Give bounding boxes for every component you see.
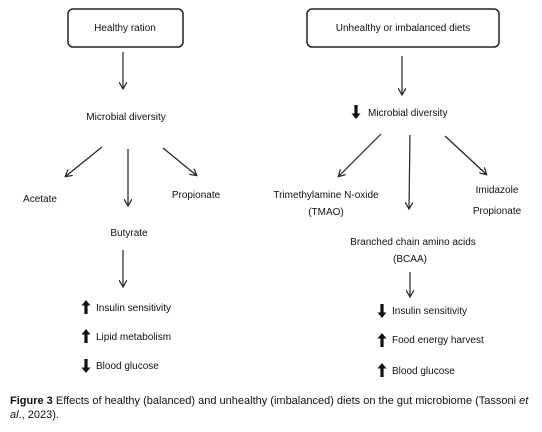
- unhealthy-diets-label: Unhealthy or imbalanced diets: [335, 23, 471, 34]
- left-microbial-diversity-label: Microbial diversity: [86, 112, 166, 123]
- bcaa-label-line1: Branched chain amino acids: [350, 237, 476, 248]
- bold-up-arrow-icon: [378, 363, 387, 377]
- right-outcome-food-energy-harvest: [378, 333, 484, 347]
- arrow-icon: [163, 148, 196, 175]
- imidazole-label-line2: Propionate: [472, 206, 522, 217]
- left-branch: [23, 9, 221, 373]
- arrow-icon: [409, 135, 410, 208]
- right-outcome-label: Insulin sensitivity: [392, 306, 468, 317]
- right-microbial-diversity-label: Microbial diversity: [368, 108, 448, 119]
- right-branch: [273, 9, 521, 377]
- bold-up-arrow-icon: [82, 329, 91, 343]
- right-outcomes: [378, 304, 484, 377]
- imidazole-label-line1: Imidazole: [475, 185, 519, 196]
- propionate-label: Propionate: [171, 190, 221, 201]
- right-outcome-insulin-sensitivity: [378, 304, 468, 318]
- right-microbial-diversity: [352, 105, 448, 119]
- right-outcome-label: Blood glucose: [392, 366, 455, 377]
- tmao-label-line2: (TMAO): [308, 207, 344, 218]
- caption-text: Effects of healthy (balanced) and unhealthy (imbalanced) diets on the gut microbiome (Tassoni: [52, 395, 520, 407]
- arrow-icon: [445, 136, 486, 174]
- bcaa-label-line2: (BCAA): [393, 254, 427, 265]
- figure-number: Figure 3: [10, 395, 53, 407]
- caption-text-end: ., 2023).: [18, 409, 59, 421]
- tmao-label-line1: Trimethylamine N-oxide: [273, 190, 379, 201]
- bold-down-arrow-icon: [352, 105, 361, 119]
- arrow-icon: [339, 134, 381, 176]
- left-outcome-lipid-metabolism: [82, 329, 172, 343]
- bold-down-arrow-icon: [378, 304, 387, 318]
- left-outcome-label: Insulin sensitivity: [96, 303, 172, 314]
- bold-down-arrow-icon: [82, 359, 91, 373]
- bold-up-arrow-icon: [378, 333, 387, 347]
- butyrate-label: Butyrate: [110, 228, 148, 239]
- left-outcomes: [82, 300, 172, 373]
- arrow-icon: [66, 147, 102, 176]
- left-outcome-blood-glucose: [82, 359, 160, 373]
- acetate-label: Acetate: [23, 194, 57, 205]
- left-outcome-label: Lipid metabolism: [96, 332, 172, 343]
- left-outcome-label: Blood glucose: [96, 361, 159, 372]
- right-outcome-blood-glucose: [378, 363, 456, 377]
- healthy-ration-label: Healthy ration: [94, 23, 156, 34]
- caption-etal: et al: [10, 395, 529, 421]
- right-outcome-label: Food energy harvest: [392, 335, 484, 346]
- bold-up-arrow-icon: [82, 300, 91, 314]
- left-outcome-insulin-sensitivity: [82, 300, 172, 314]
- figure-caption: [10, 394, 538, 422]
